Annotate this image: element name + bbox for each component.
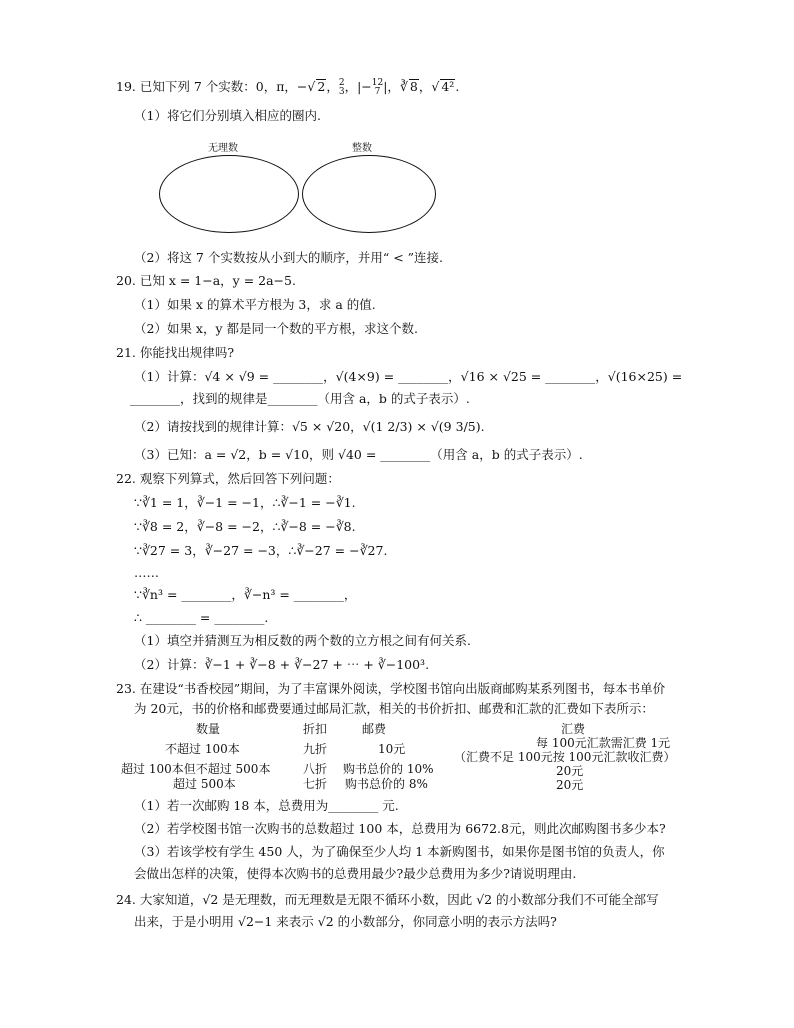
- row3-postage: 购书总价的 8%: [345, 777, 428, 791]
- q21-part1b: ________，找到的规律是________（用含 a，b 的式子表示）.: [130, 391, 470, 406]
- q23-part2: （2）若学校图书馆一次购书的总数超过 100 本，总费用为 6672.8元，则此次邮购图书多少本?: [134, 821, 666, 836]
- q22-row5: ∵∛n³ = ________，∛−n³ = ________，: [134, 587, 357, 602]
- q22-row2: ∵∛8 = 2，∛−8 = −2，∴∛−8 = −∛8.: [134, 519, 356, 534]
- q23-part3a: （3）若该学校有学生 450 人，为了确保至少人均 1 本新购图书，如果你是图书馆的负责人，你: [134, 844, 665, 859]
- q23-stem-b: 为 20元，书的价格和邮费要通过邮局汇款，相关的书价折扣、邮费和汇款的汇费如下表所示：: [134, 701, 654, 716]
- row3-discount: 七折: [303, 777, 328, 791]
- q19-part2: （2）将这 7 个实数按从小到大的顺序，并用“ < ”连接.: [134, 250, 444, 265]
- q21-part1a: （1）计算：√4 × √9 = ________，√(4×9) = ________，√16 × √25 = ________，√(16×25) =: [134, 369, 683, 384]
- q23-part1: （1）若一次邮购 18 本，总费用为________ 元.: [134, 798, 399, 813]
- row3-quantity: 超过 500本: [173, 777, 236, 791]
- header-discount: 折扣: [303, 722, 328, 736]
- q22-row1: ∵∛1 = 1，∛−1 = −1，∴∛−1 = −∛1.: [134, 495, 356, 510]
- q22-row3: ∵∛27 = 3，∛−27 = −3，∴∛−27 = −∛27.: [134, 543, 388, 558]
- q20-part1: （1）如果 x 的算术平方根为 3，求 a 的值.: [134, 297, 376, 312]
- header-quantity: 数量: [196, 722, 221, 736]
- row1-postage: 10元: [378, 742, 406, 756]
- row2-postage: 购书总价的 10%: [343, 762, 434, 776]
- q22-stem: 22. 观察下列算式，然后回答下列问题：: [116, 471, 340, 486]
- row1-remit-fee: 每 100元汇款需汇费 1元: [536, 736, 671, 750]
- row2-remit-fee-extra: 20元: [556, 764, 584, 778]
- q24-stem-b: 出来，于是小明用 √2−1 来表示 √2 的小数部分，你同意小明的表示方法吗?: [134, 914, 557, 929]
- header-postage: 邮费: [362, 722, 387, 736]
- row2-quantity: 超过 100本但不超过 500本: [121, 762, 271, 776]
- row1-quantity: 不超过 100本: [165, 742, 240, 756]
- q20-part2: （2）如果 x，y 都是同一个数的平方根，求这个数.: [134, 321, 418, 336]
- row2-discount: 八折: [303, 762, 328, 776]
- q22-ellipsis: ……: [134, 565, 159, 580]
- integer-label: 整数: [352, 143, 372, 154]
- q22-row6: ∴ ________ = ________.: [134, 610, 269, 625]
- q22-part1: （1）填空并猜测互为相反数的两个数的立方根之间有何关系.: [134, 633, 471, 648]
- irrational-label: 无理数: [208, 143, 238, 154]
- q23-part3b: 会做出怎样的决策，使得本次购书的总费用最少?最少总费用为多少?请说明理由.: [134, 866, 577, 881]
- q21-part3: （3）已知：a = √2，b = √10，则 √40 = ________（用含 a，b 的式子表示）.: [134, 447, 583, 462]
- row1-discount: 九折: [303, 742, 328, 756]
- q19-stem: 19. 已知下列 7 个实数：0，π，−√ 2，2 3，|−12 7 |，∛ 8，√ 4².: [116, 77, 460, 97]
- q19-part1: （1）将它们分别填入相应的圈内.: [134, 108, 321, 123]
- header-remit-fee: 汇费: [561, 722, 586, 736]
- row3-remit-fee: 20元: [556, 778, 584, 792]
- row2-remit-fee: （汇费不足 100元按 100元汇款收汇费）: [454, 750, 676, 764]
- q20-stem: 20. 已知 x = 1−a，y = 2a−5.: [116, 273, 296, 288]
- irrational-circle: [159, 155, 299, 233]
- q24-stem-a: 24. 大家知道，√2 是无理数，而无理数是无限不循环小数，因此 √2 的小数部分我们不可能全部写: [116, 892, 659, 907]
- q22-part2: （2）计算：∛−1 + ∛−8 + ∛−27 + ⋯ + ∛−100³.: [134, 657, 430, 672]
- integer-circle: [302, 155, 436, 233]
- q23-stem-a: 23. 在建设“书香校园”期间，为了丰富课外阅读，学校图书馆向出版商邮购某系列图书，每本书单价: [116, 681, 666, 696]
- q21-stem: 21. 你能找出规律吗?: [116, 345, 235, 360]
- q21-part2: （2）请按找到的规律计算：√5 × √20，√(1 2/3) × √(9 3/5).: [134, 419, 485, 434]
